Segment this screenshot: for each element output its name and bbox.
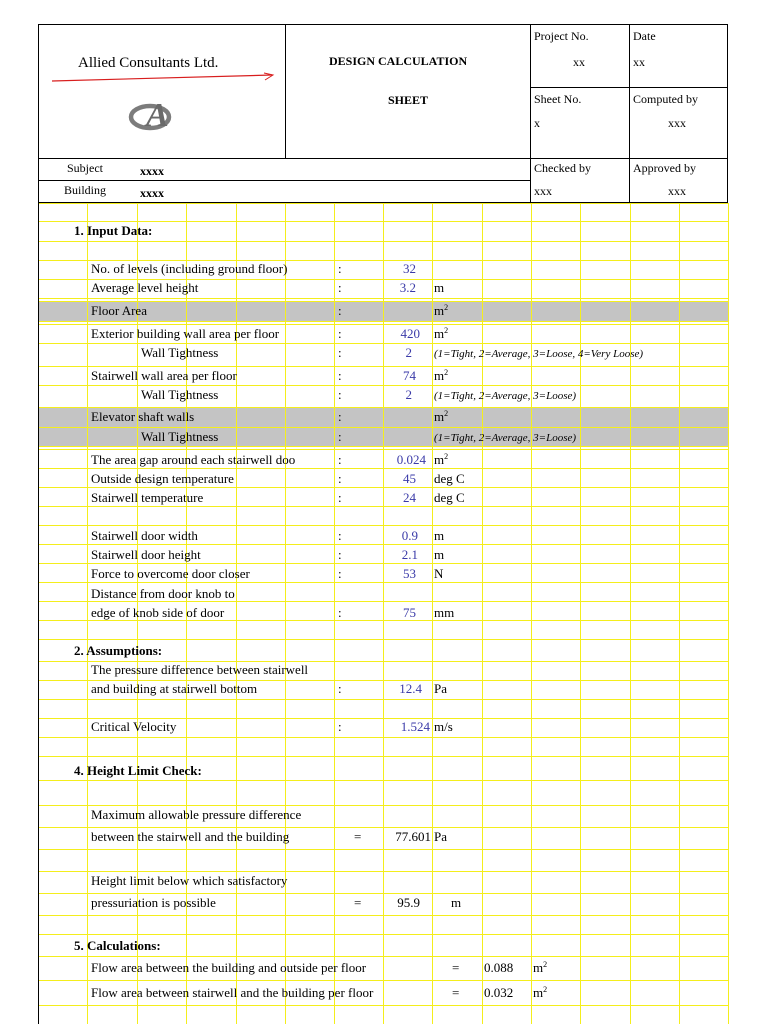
door-gap-colon: : [338, 452, 342, 467]
level-height-unit: m [434, 280, 445, 295]
levels-label: No. of levels (including ground floor) [91, 261, 288, 276]
sheet-title-line1: DESIGN CALCULATION [329, 54, 468, 68]
flow-area-stair-unit: $m^2$ [533, 985, 548, 1000]
flow-area-outside-label: Flow area between the building and outside per floor [91, 960, 367, 975]
critical-velocity-label: Critical Velocity [91, 719, 177, 734]
level-height-colon: : [338, 280, 342, 295]
outside-temp-colon: : [338, 471, 342, 486]
ext-tightness-value: 2 [405, 345, 412, 360]
knob-distance-label-1: Distance from door knob to [91, 586, 235, 601]
grid-column-line [679, 203, 680, 1024]
grid-column-line [87, 203, 88, 1024]
height-limit-equals: = [354, 895, 362, 910]
door-gap-label: The area gap around each stairwell doo [91, 452, 296, 467]
grid-column-line [580, 203, 581, 1024]
stair-temp-value: 24 [403, 490, 416, 505]
svg-text:A: A [146, 97, 169, 134]
checked-by-value: xxx [534, 184, 552, 198]
stair-temp-label: Stairwell temperature [91, 490, 204, 505]
sheet-no-value: x [534, 116, 540, 130]
level-height-value: 3.2 [399, 280, 416, 295]
height-limit-label-1: Height limit below which satisfactory [91, 873, 288, 888]
subject-label: Subject [67, 161, 103, 175]
elevator-tightness-colon: : [338, 429, 342, 444]
stair-tightness-note: (1=Tight, 2=Average, 3=Loose) [434, 390, 577, 402]
max-pressure-label-2: between the stairwell and the building [91, 829, 290, 844]
stair-tightness-label: Wall Tightness [141, 387, 219, 402]
stair-wall-label: Stairwell wall area per floor [91, 368, 237, 383]
ext-tightness-colon: : [338, 345, 342, 360]
door-height-value: 2.1 [401, 547, 418, 562]
door-width-value: 0.9 [401, 528, 418, 543]
pressure-diff-label-1: The pressure difference between stairwell [91, 662, 309, 677]
stair-tightness-colon: : [338, 387, 342, 402]
door-height-unit: m [434, 547, 445, 562]
project-no-value: xx [573, 55, 585, 69]
subject-cell [38, 158, 531, 181]
door-height-label: Stairwell door height [91, 547, 201, 562]
subject-value: xxxx [140, 164, 164, 178]
outside-temp-label: Outside design temperature [91, 471, 234, 486]
door-width-colon: : [338, 528, 342, 543]
flow-area-outside-unit: $m^2$ [533, 960, 548, 975]
door-width-label: Stairwell door width [91, 528, 198, 543]
outside-temp-unit: deg C [434, 471, 465, 486]
door-width-unit: m [434, 528, 445, 543]
section-assumptions: 2. Assumptions: [74, 643, 163, 658]
elevator-wall-label: Elevator shaft walls [91, 409, 195, 424]
max-pressure-unit: Pa [434, 829, 447, 844]
height-limit-label-2: pressuriation is possible [91, 895, 216, 910]
max-pressure-label-1: Maximum allowable pressure difference [91, 807, 302, 822]
company-logo-icon [128, 92, 180, 134]
door-gap-value: 0.024 [396, 452, 426, 467]
elevator-tightness-label: Wall Tightness [141, 429, 219, 444]
door-gap-unit: $m^2$ [434, 452, 449, 467]
grid-column-line [432, 203, 433, 1024]
critical-velocity-unit: m/s [434, 719, 453, 734]
levels-colon: : [338, 261, 342, 276]
ext-tightness-label: Wall Tightness [141, 345, 219, 360]
date-label: Date [633, 29, 656, 43]
stair-temp-colon: : [338, 490, 342, 505]
building-cell [38, 180, 531, 203]
building-label: Building [64, 183, 107, 197]
ext-wall-colon: : [338, 326, 342, 341]
project-no-label: Project No. [534, 29, 589, 43]
ext-wall-unit: $m^2$ [434, 326, 449, 341]
pressure-diff-value: 12.4 [399, 681, 422, 696]
elevator-wall-unit: $m^2$ [434, 409, 449, 424]
sheet-no-label: Sheet No. [534, 92, 582, 106]
stair-temp-unit: deg C [434, 490, 465, 505]
left-border [38, 203, 39, 1024]
date-value: xx [633, 55, 645, 69]
sheet-title-line2: SHEET [388, 93, 429, 107]
checked-by-label: Checked by [534, 161, 591, 175]
critical-velocity-colon: : [338, 719, 342, 734]
stair-wall-unit: $m^2$ [434, 368, 449, 383]
door-height-colon: : [338, 547, 342, 562]
height-limit-unit: m [451, 895, 462, 910]
height-limit-value: 95.9 [397, 895, 420, 910]
grid-column-line [285, 203, 286, 1024]
grid-column-line [482, 203, 483, 1024]
grid-column-line [334, 203, 335, 1024]
grid-column-line [630, 203, 631, 1024]
computed-by-label: Computed by [633, 92, 698, 106]
max-pressure-equals: = [354, 829, 362, 844]
building-value: xxxx [140, 186, 164, 200]
knob-distance-value: 75 [403, 605, 416, 620]
floor-area-unit: $m^2$ [434, 303, 449, 318]
closer-force-colon: : [338, 566, 342, 581]
level-height-label: Average level height [91, 280, 199, 295]
outside-temp-value: 45 [403, 471, 416, 486]
stair-wall-value: 74 [403, 368, 416, 383]
levels-value: 32 [403, 261, 416, 276]
approved-by-label: Approved by [633, 161, 696, 175]
grid-column-line [728, 203, 729, 1024]
floor-area-label: Floor Area [91, 303, 147, 318]
stair-wall-colon: : [338, 368, 342, 383]
pressure-diff-label-2: and building at stairwell bottom [91, 681, 258, 696]
floor-area-colon: : [338, 303, 342, 318]
flow-area-outside-value: 0.088 [484, 960, 514, 975]
knob-distance-colon: : [338, 605, 342, 620]
elevator-wall-colon: : [338, 409, 342, 424]
ext-tightness-note: (1=Tight, 2=Average, 3=Loose, 4=Very Loose) [434, 348, 644, 360]
flow-area-stair-label: Flow area between stairwell and the building per floor [91, 985, 374, 1000]
critical-velocity-value: 1.524 [400, 719, 430, 734]
approved-by-value: xxx [668, 184, 686, 198]
max-pressure-value: 77.601 [395, 829, 431, 844]
pressure-diff-colon: : [338, 681, 342, 696]
flow-area-stair-value: 0.032 [484, 985, 514, 1000]
company-underline [50, 72, 276, 84]
computed-by-value: xxx [668, 116, 686, 130]
flow-area-stair-equals: = [452, 985, 460, 1000]
ext-wall-label: Exterior building wall area per floor [91, 326, 280, 341]
ext-wall-value: 420 [400, 326, 420, 341]
knob-distance-label-2: edge of knob side of door [91, 605, 225, 620]
company-name: Allied Consultants Ltd. [78, 55, 219, 71]
elevator-tightness-note: (1=Tight, 2=Average, 3=Loose) [434, 432, 577, 444]
knob-distance-unit: mm [434, 605, 455, 620]
closer-force-label: Force to overcome door closer [91, 566, 250, 581]
pressure-diff-unit: Pa [434, 681, 447, 696]
stair-tightness-value: 2 [405, 387, 412, 402]
flow-area-outside-equals: = [452, 960, 460, 975]
section-calculations: 5. Calculations: [74, 938, 161, 953]
grid-column-line [531, 203, 532, 1024]
closer-force-value: 53 [403, 566, 416, 581]
section-input-data: 1. Input Data: [74, 223, 153, 238]
section-height-limit: 4. Height Limit Check: [74, 763, 202, 778]
closer-force-unit: N [434, 566, 444, 581]
